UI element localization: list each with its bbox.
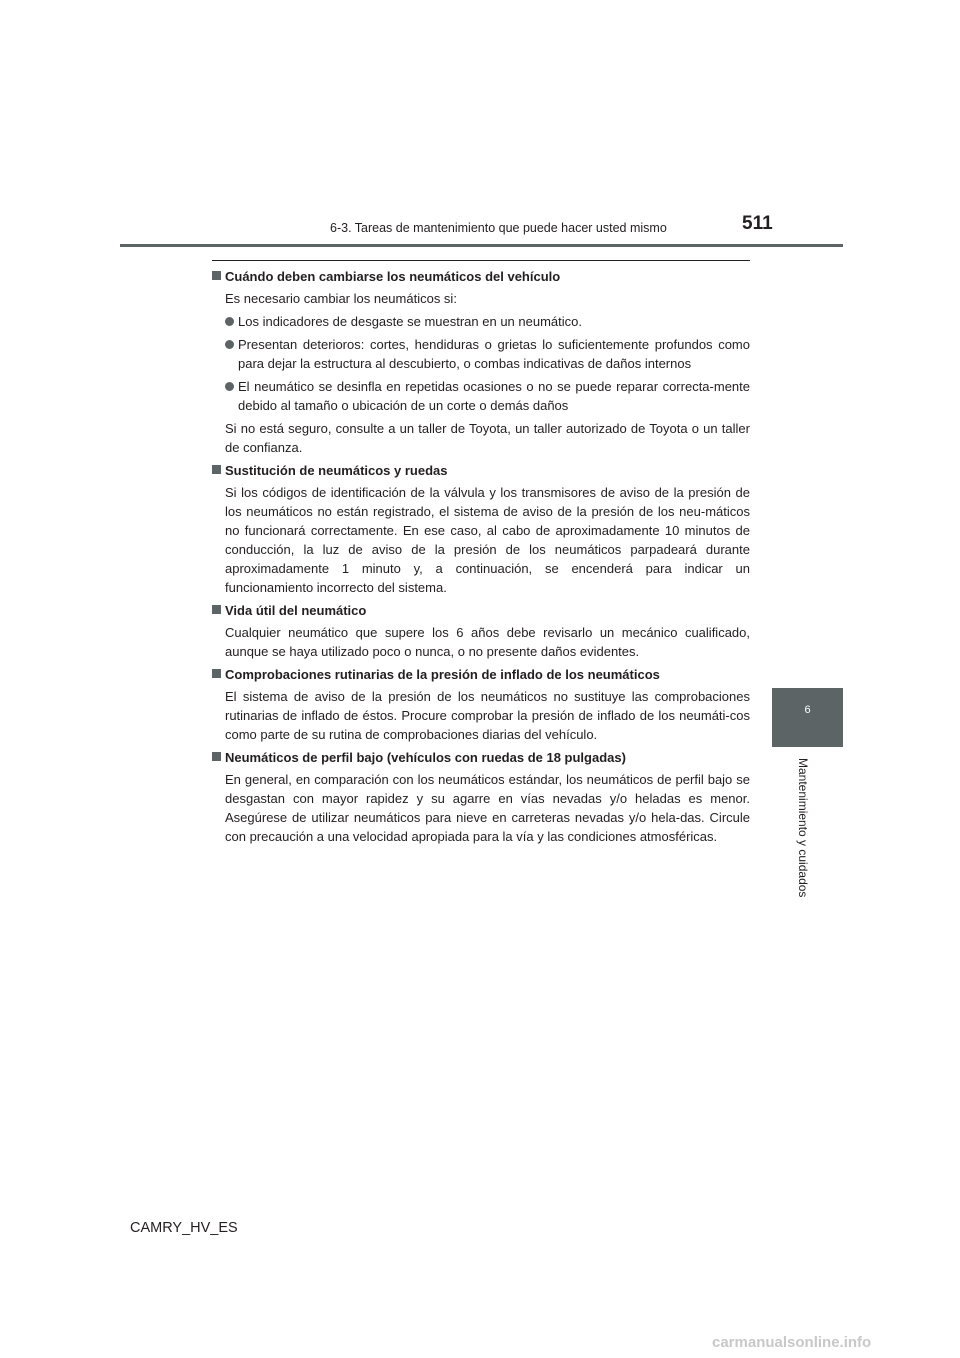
- circle-bullet-icon: [225, 340, 234, 349]
- square-bullet-icon: [212, 752, 221, 761]
- section-body: El sistema de aviso de la presión de los neumáticos no sustituye las comprobaciones rutinarias de inflado de éstos. Procure comprobar la presión de inflado de los neumáti-cos como parte de su rutina de comprobaciones diarias del vehículo.: [225, 689, 750, 742]
- section-intro: Es necesario cambiar los neumáticos si:: [225, 291, 457, 306]
- watermark: carmanualsonline.info: [712, 1334, 872, 1351]
- section-tire-replacement-when: [212, 267, 750, 457]
- section-tire-wheel-replacement: [212, 461, 750, 597]
- section-body: Si los códigos de identificación de la válvula y los transmisores de aviso de la presión de los neumáticos no están registrado, el sistema de aviso de la presión de los neu-máticos no funcionará correctamente. En ese caso, al cabo de aproximadamente 10 minutos de conducción, la luz de aviso de la presión de los neumáticos parpadeará durante aproximadamente 1 minuto y, a continuación, se encenderá para indicar un funcionamiento incorrecto del sistema.: [225, 485, 750, 595]
- section-title: [212, 267, 750, 286]
- section-title-text: Sustitución de neumáticos y ruedas: [225, 463, 448, 478]
- list-item-text: El neumático se desinfla en repetidas ocasiones o no se puede reparar correcta-mente debido al tamaño o ubicación de un corte o demás daños: [238, 379, 750, 413]
- content-rule: [212, 260, 750, 261]
- section-title-text: Neumáticos de perfil bajo (vehículos con ruedas de 18 pulgadas): [225, 750, 626, 765]
- header-section-title: 6-3. Tareas de mantenimiento que puede hacer usted mismo: [330, 221, 667, 235]
- section-tire-life: [212, 601, 750, 661]
- section-outro: Si no está seguro, consulte a un taller de Toyota, un taller autorizado de Toyota o un taller de confianza.: [225, 421, 750, 455]
- list-item: [225, 377, 750, 415]
- list-item-text: Presentan deterioros: cortes, hendiduras o grietas lo suficientemente profundos como para dejar la estructura al descubierto, o combas indicativas de daños internos: [238, 337, 750, 371]
- chapter-label: Mantenimiento y cuidados: [796, 758, 810, 898]
- square-bullet-icon: [212, 669, 221, 678]
- page-number: 511: [742, 213, 773, 234]
- circle-bullet-icon: [225, 317, 234, 326]
- section-routine-pressure-checks: [212, 665, 750, 744]
- section-title-text: Vida útil del neumático: [225, 603, 367, 618]
- section-title: [212, 748, 750, 767]
- section-low-profile-tires: [212, 748, 750, 846]
- section-title: [212, 665, 750, 684]
- list-item: [225, 312, 750, 331]
- list-item: [225, 335, 750, 373]
- section-body: En general, en comparación con los neumáticos estándar, los neumáticos de perfil bajo se desgastan con mayor rapidez y su agarre en vías nevadas y/o heladas es menor. Asegúrese de utilizar neumáticos para nieve en carreteras nevadas y/o hela-das. Circule con precaución a una velocidad apropiada para la vía y las condiciones atmosféricas.: [225, 772, 750, 844]
- section-body: Cualquier neumático que supere los 6 años debe revisarlo un mecánico cualificado, aunque se haya utilizado poco o nunca, o no presente daños evidentes.: [225, 625, 750, 659]
- chapter-number: 6: [804, 704, 811, 716]
- section-title-text: Cuándo deben cambiarse los neumáticos del vehículo: [225, 269, 561, 284]
- square-bullet-icon: [212, 605, 221, 614]
- section-title: [212, 461, 750, 480]
- bullet-list: [225, 312, 750, 415]
- footer-model-code: CAMRY_HV_ES: [130, 1220, 238, 1236]
- header-rule: [120, 244, 843, 247]
- section-title: [212, 601, 750, 620]
- chapter-tab: [772, 688, 843, 747]
- main-content: [212, 267, 750, 850]
- section-title-text: Comprobaciones rutinarias de la presión de inflado de los neumáticos: [225, 667, 660, 682]
- circle-bullet-icon: [225, 382, 234, 391]
- list-item-text: Los indicadores de desgaste se muestran en un neumático.: [238, 314, 582, 329]
- square-bullet-icon: [212, 271, 221, 280]
- square-bullet-icon: [212, 465, 221, 474]
